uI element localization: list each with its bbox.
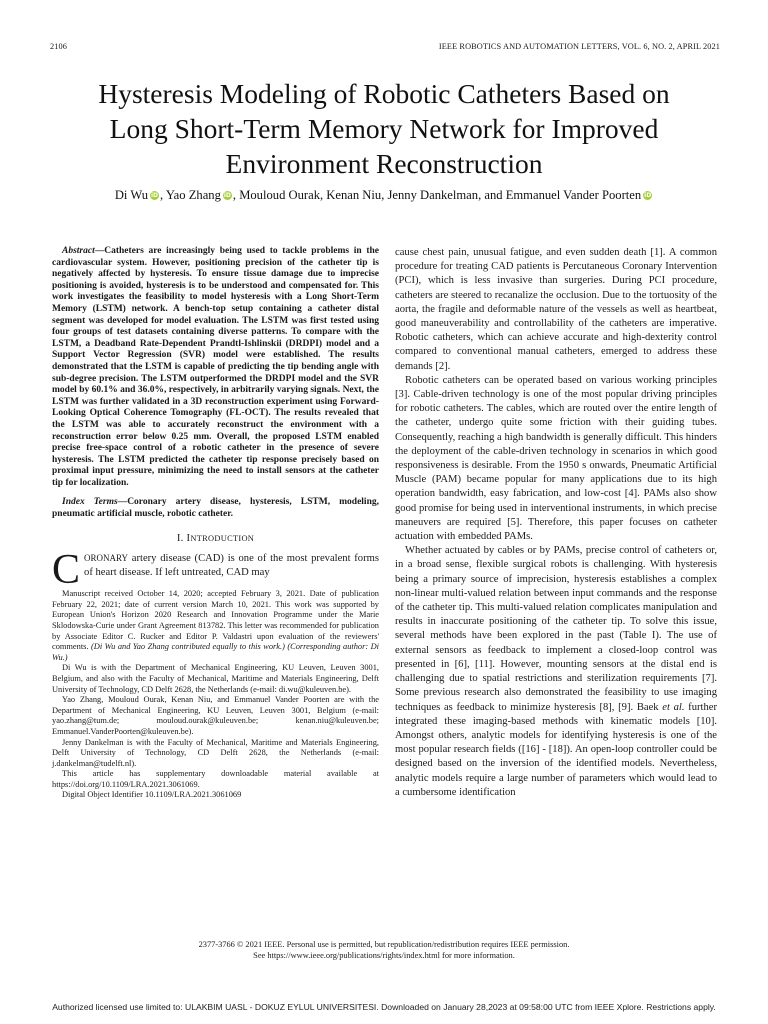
body-paragraph-1: cause chest pain, unusual fatigue, and even sudden death [1]. A common procedure for treating CAD patients is Percutaneous Coronary Intervention (PCI), which is less invasive than surgeries. During PCI procedure, catheters are steered to recanalize the occlusion. Due to the tortuosity of the aorta, the fragile and deformable nature of the vessels as well as heartbeat, good maneuverability and controllability of the catheters are imperative. Robotic catheters, which can achieve accurate and high-dexterity control compared to conventional manual catheters, emerged to address these demands [2]. xyxy=(395,247,717,372)
footnote-manuscript: Manuscript received October 14, 2020; accepted February 3, 2021. Date of publication February 22, 2021; date of current version March 10, 2021. This work was supported by European Union's Horizon 2020 Research and Innovation Programme under the Marie Sklodowska-Curie under Grant Agreement 813782. This letter was recommended for publication by Associate Editor C. Rucker and Editor P. Valdastri upon evaluation of the reviewers' comments. (Di Wu and Yao Zhang contributed equally to this work.) (Corresponding author: Di Wu.) xyxy=(52,589,379,662)
abstract-text: —Catheters are increasingly being used to tackle problems in the cardiovascular system. However, positioning precision of the catheter tip is negatively affected by hysteresis. To ensure tissue damage due to imprecise positioning is avoided, hysteresis is to be understood and compensated for. This work investigates the feasibility to model hysteresis with a Long Short-Term Memory (LSTM) network. A bench-top setup containing a catheter distal segment was developed for model evaluation. The LSTM was first tested using four groups of test datasets containing diverse patterns. To compare with the LSTM, a Deadband Rate-Dependent Prandtl-Ishlinskii (DRDPI) model and a Support Vector Regression (SVR) model were established. The results demonstrated that the LSTM is capable of predicting the tip bending angle with sub-degree precision. The LSTM outperformed the DRDPI model and the SVR model by 60.1% and 36.0%, respectively, in arbitrarily varying signals. Next, the LSTM was further validated in a 3D reconstruction experiment using Forward-Looking Optical Coherence Tomography (FL-OCT). The results revealed that the LSTM was able to accurately reconstruct the environment with a reconstruction error below 0.25 mm. Overall, the proposed LSTM enabled precise free-space control of a robotic catheter in the presence of severe hysteresis. The LSTM predicted the catheter tip response precisely based on proximal input pressure, minimizing the need to install sensors at the catheter tip for localization. xyxy=(52,246,379,488)
author-yao-zhang: , Yao Zhang xyxy=(160,188,221,202)
footnote-supplementary: This article has supplementary downloadable material available at https://doi.org/10.1109/LRA.2021.3061069. xyxy=(52,769,379,789)
title-line-1: Hysteresis Modeling of Robotic Catheters Based on xyxy=(98,78,670,109)
footnote-di-wu: Di Wu is with the Department of Mechanical Engineering, KU Leuven, Leuven 3001, Belgium, and also with the Faculty of Mechanical, Maritime and Materials Engineering, Delft University of Technology, CD Delft 2628, the Netherlands (e-mail: di.wu@kuleuven.be). xyxy=(52,663,379,694)
footnote-coauthors: Yao Zhang, Mouloud Ourak, Kenan Niu, and Emmanuel Vander Poorten are with the Department of Mechanical Engineering, KU Leuven, Leuven 3001, Belgium (e-mail: yao.zhang@tum.de; mouloud.ourak@kuleuven.be; kenan.niu@kuleuven.be; Emmanuel.VanderPoorten@kuleuven.be). xyxy=(52,695,379,736)
index-terms-text: —Coronary artery disease, hysteresis, LSTM, modeling, pneumatic artificial muscle, robotic catheter. xyxy=(52,497,379,520)
orcid-icon[interactable]: iD xyxy=(223,192,231,199)
footnote-dankelman: Jenny Dankelman is with the Faculty of Mechanical, Maritime and Materials Engineering, Delft University of Technology, CD Delft 2628, the Netherlands (e-mail: j.dankelman@tudelft.nl). xyxy=(52,737,379,768)
body-paragraph-3: Whether actuated by cables or by PAMs, precise control of catheters or, in a broad sense, flexible surgical robots is challenging. With hysteresis being a primary source of imprecision, hysteresis establishes a complex non-linear multi-valued relation between input commands and the response of the catheter tip. This multi-valued relation complicates manipulation and results in inaccurate positioning of the catheter tip. To solve this issue, several methods have been explored in the past (Table I). The use of external sensors as feedback to implement a closed-loop control was presented in [6], [11]. However, mounting sensors at the distal end is challenging due to spatial restrictions and sterilization requirements [7]. Some previous research also demonstrated the feasibility to use imaging techniques as feedback to minimize hysteresis [8], [9]. Baek et al. further integrated these imaging-based methods with kinematic models [10]. Amongst others, analytic models for identifying hysteresis is one of the most popular research fields ([16] - [18]). An open-loop controller could be designed based on the inversion of the identified models. Nevertheless, analytic models require a large number of parameters which would lead to a cumbersome identification xyxy=(395,545,717,798)
license-notice: Authorized licensed use limited to: ULAKBIM UASL - DOKUZ EYLUL UNIVERSITESI. Downloaded on January 28,2023 at 09:58:00 UTC from IEEE Xplore. Restrictions apply. xyxy=(52,1002,716,1012)
title-line-3: Environment Reconstruction xyxy=(225,148,543,179)
title-line-2: Long Short-Term Memory Network for Improved xyxy=(109,113,659,144)
abstract xyxy=(52,246,379,489)
page-number: 2106 xyxy=(50,42,67,51)
left-column xyxy=(52,246,379,801)
abstract-label: Abstract xyxy=(62,246,95,256)
copyright-line-1: 2377-3766 © 2021 IEEE. Personal use is permitted, but republication/redistribution requires IEEE permission. xyxy=(198,940,570,949)
author-list xyxy=(40,188,728,203)
section-heading-introduction: I. INTRODUCTION xyxy=(176,532,255,544)
author-di-wu: Di Wu xyxy=(114,188,149,202)
right-column xyxy=(395,246,717,800)
body-paragraph-2: Robotic catheters can be operated based on various working principles [3]. Cable-driven technology is one of the most popular driving principles for robotic catheters. The cables, which are routed over the entire length of the catheter, undergo quite some friction with their guiding tubes. Consequently, reaching a high bandwidth is generally difficult. This hinders the deployment of the cable-driven technology in scenarios in which good responsiveness is desirable. From the 1950 s onwards, Pneumatic Artificial Muscle (PAM) became popular for many applications due to its high operation bandwidth, easy fabrication, and low-cost [4]. PAMs also show good promise for being used in interventional instruments, in which precise maneuvers are required [5]. Therefore, this paper focuses on catheter actuation with embedded PAMs. xyxy=(395,374,717,543)
footnote-doi: Digital Object Identifier 10.1109/LRA.2021.3061069 xyxy=(62,790,242,800)
drop-cap: C xyxy=(52,547,81,593)
index-terms xyxy=(52,497,379,520)
intro-text: artery disease (CAD) is one of the most prevalent forms of heart disease. If left untreated, CAD may xyxy=(84,553,379,578)
copyright-notice xyxy=(40,940,728,961)
copyright-line-2: See https://www.ieee.org/publications/rights/index.html for more information. xyxy=(253,950,515,960)
journal-name: IEEE ROBOTICS AND AUTOMATION LETTERS, VOL. 6, NO. 2, APRIL 2021 xyxy=(438,42,720,51)
intro-caps: ORONARY xyxy=(84,553,129,563)
orcid-icon[interactable]: iD xyxy=(644,192,652,199)
index-terms-label: Index Terms xyxy=(62,497,118,508)
author-others: , Mouloud Ourak, Kenan Niu, Jenny Dankelman, and Emmanuel Vander Poorten xyxy=(232,188,642,202)
orcid-icon[interactable]: iD xyxy=(150,192,159,199)
paper-title xyxy=(40,76,728,181)
intro-paragraph xyxy=(52,547,379,593)
